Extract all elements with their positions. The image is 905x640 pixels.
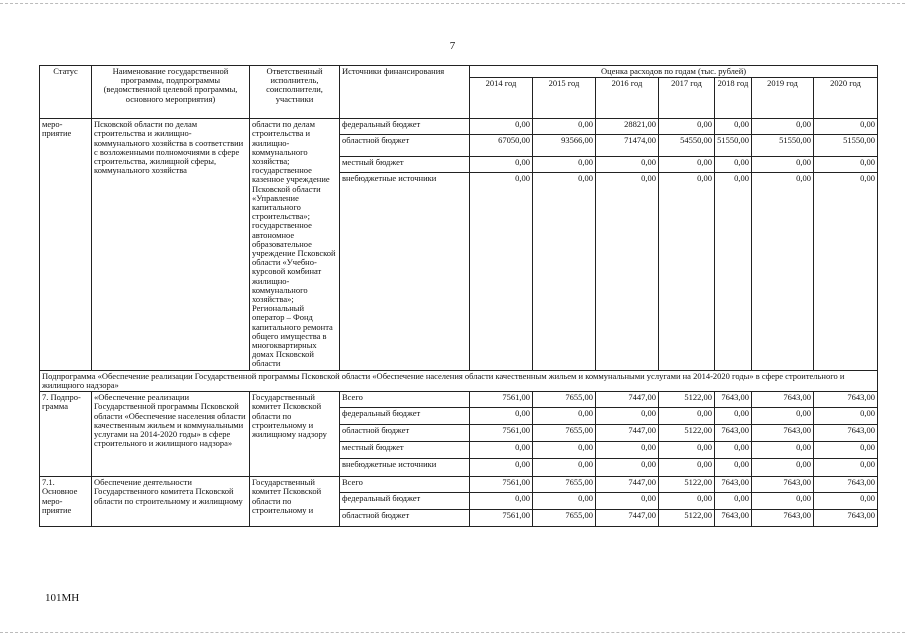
executor-cell: Государственный комитет Псковской области по строительному и [250, 477, 340, 527]
funding-source-cell: областной бюджет [340, 425, 470, 442]
funding-source-cell: Всего [340, 392, 470, 408]
value-cell: 51550,00 [814, 135, 878, 157]
header-year: 2015 год [533, 78, 596, 119]
value-cell: 0,00 [470, 442, 533, 459]
header-year: 2017 год [659, 78, 715, 119]
value-cell: 67050,00 [470, 135, 533, 157]
executor-cell: Государственный комитет Псковской области по строительному и жилищному надзору [250, 392, 340, 477]
value-cell: 0,00 [814, 442, 878, 459]
funding-source-cell: местный бюджет [340, 157, 470, 173]
value-cell: 0,00 [533, 157, 596, 173]
funding-source-cell: местный бюджет [340, 442, 470, 459]
value-cell: 71474,00 [596, 135, 659, 157]
value-cell: 7643,00 [752, 477, 814, 493]
value-cell: 0,00 [752, 119, 814, 135]
funding-source-cell: Всего [340, 477, 470, 493]
funding-source-cell: федеральный бюджет [340, 119, 470, 135]
value-cell: 0,00 [752, 493, 814, 510]
value-cell: 0,00 [715, 119, 752, 135]
header-year: 2018 год [715, 78, 752, 119]
value-cell: 0,00 [659, 157, 715, 173]
header-name: Наименование государственной программы, подпрограммы (ведомственной целевой программы, основного мероприятия) [92, 66, 250, 119]
value-cell: 0,00 [752, 442, 814, 459]
funding-source-cell: внебюджетные источники [340, 173, 470, 370]
value-cell: 7447,00 [596, 392, 659, 408]
value-cell: 0,00 [715, 173, 752, 370]
value-cell: 0,00 [470, 157, 533, 173]
value-cell: 7561,00 [470, 425, 533, 442]
value-cell: 7655,00 [533, 392, 596, 408]
value-cell: 0,00 [752, 459, 814, 477]
value-cell: 0,00 [659, 442, 715, 459]
value-cell: 93566,00 [533, 135, 596, 157]
subprogram-banner-row [40, 370, 878, 391]
value-cell: 0,00 [659, 459, 715, 477]
footer-code: 101МН [45, 592, 80, 604]
value-cell: 7447,00 [596, 510, 659, 527]
value-cell: 28821,00 [596, 119, 659, 135]
value-cell: 0,00 [596, 408, 659, 425]
value-cell: 7561,00 [470, 510, 533, 527]
budget-table [39, 65, 878, 527]
executor-cell: области по делам строительства и жилищно-коммунального хозяйства; государственное казенное учреждение Псковской области «Управление капитального строительства»; государственное автономное образовательное учреждение Псковской области «Учебно-курсовой комбинат жилищно-коммунального хозяйства»; Региональный оператор – Фонд капитального ремонта общего имущества в многоквартирных домах Псковской области [250, 119, 340, 370]
status-cell: 7. Подпро-грамма [40, 392, 92, 477]
value-cell: 0,00 [715, 408, 752, 425]
value-cell: 0,00 [814, 173, 878, 370]
header-year: 2016 год [596, 78, 659, 119]
value-cell: 0,00 [752, 408, 814, 425]
value-cell: 0,00 [814, 119, 878, 135]
table-row [40, 477, 878, 493]
value-cell: 7655,00 [533, 477, 596, 493]
funding-source-cell: областной бюджет [340, 135, 470, 157]
value-cell: 7643,00 [814, 425, 878, 442]
value-cell: 7561,00 [470, 477, 533, 493]
value-cell: 51550,00 [715, 135, 752, 157]
value-cell: 0,00 [533, 119, 596, 135]
value-cell: 7643,00 [752, 510, 814, 527]
value-cell: 0,00 [533, 459, 596, 477]
value-cell: 5122,00 [659, 425, 715, 442]
value-cell: 7643,00 [814, 392, 878, 408]
value-cell: 7643,00 [715, 425, 752, 442]
value-cell: 0,00 [752, 157, 814, 173]
status-cell: меро-приятие [40, 119, 92, 370]
funding-source-cell: областной бюджет [340, 510, 470, 527]
value-cell: 0,00 [470, 119, 533, 135]
funding-source-cell: внебюджетные источники [340, 459, 470, 477]
header-year: 2020 год [814, 78, 878, 119]
value-cell: 0,00 [814, 157, 878, 173]
value-cell: 7643,00 [715, 510, 752, 527]
table-row [40, 392, 878, 408]
header-row [40, 66, 878, 78]
value-cell: 0,00 [752, 173, 814, 370]
value-cell: 7643,00 [715, 477, 752, 493]
value-cell: 5122,00 [659, 477, 715, 493]
funding-source-cell: федеральный бюджет [340, 493, 470, 510]
value-cell: 7643,00 [752, 392, 814, 408]
value-cell: 7655,00 [533, 510, 596, 527]
value-cell: 0,00 [470, 408, 533, 425]
value-cell: 54550,00 [659, 135, 715, 157]
value-cell: 0,00 [659, 493, 715, 510]
value-cell: 0,00 [533, 442, 596, 459]
value-cell: 0,00 [470, 173, 533, 370]
value-cell: 0,00 [533, 493, 596, 510]
value-cell: 7447,00 [596, 477, 659, 493]
value-cell: 7447,00 [596, 425, 659, 442]
header-year: 2014 год [470, 78, 533, 119]
value-cell: 7643,00 [715, 392, 752, 408]
value-cell: 51550,00 [752, 135, 814, 157]
scan-edge-bottom [0, 632, 905, 633]
value-cell: 0,00 [596, 157, 659, 173]
status-cell: 7.1. Основное меро-приятие [40, 477, 92, 527]
value-cell: 0,00 [814, 459, 878, 477]
value-cell: 0,00 [596, 173, 659, 370]
header-executor: Ответственный исполнитель, соисполнители, участники [250, 66, 340, 119]
value-cell: 0,00 [596, 459, 659, 477]
value-cell: 7643,00 [814, 510, 878, 527]
value-cell: 5122,00 [659, 392, 715, 408]
scan-edge-top [0, 3, 905, 4]
header-sources: Источники финансирования [340, 66, 470, 119]
funding-source-cell: федеральный бюджет [340, 408, 470, 425]
name-cell: Псковской области по делам строительства и жилищно-коммунального хозяйства в соответствии с возложенными полномочиями в сфере строительства, жилищной сферы, коммунального хозяйства [92, 119, 250, 370]
value-cell: 0,00 [814, 493, 878, 510]
header-year: 2019 год [752, 78, 814, 119]
value-cell: 0,00 [715, 493, 752, 510]
header-estimate: Оценка расходов по годам (тыс. рублей) [470, 66, 878, 78]
value-cell: 7561,00 [470, 392, 533, 408]
header-status: Статус [40, 66, 92, 119]
value-cell: 0,00 [533, 408, 596, 425]
value-cell: 0,00 [659, 119, 715, 135]
page-number: 7 [449, 40, 456, 52]
value-cell: 7643,00 [752, 425, 814, 442]
value-cell: 0,00 [715, 442, 752, 459]
name-cell: «Обеспечение реализации Государственной программы Псковской области «Обеспечение населения области качественным жильем и коммунальными услугами на 2014-2020 годы» в сфере строительного и жилищного надзора» [92, 392, 250, 477]
value-cell: 7643,00 [814, 477, 878, 493]
value-cell: 0,00 [596, 442, 659, 459]
value-cell: 0,00 [715, 157, 752, 173]
value-cell: 0,00 [470, 459, 533, 477]
value-cell: 7655,00 [533, 425, 596, 442]
value-cell: 0,00 [596, 493, 659, 510]
value-cell: 0,00 [533, 173, 596, 370]
subprogram-banner: Подпрограмма «Обеспечение реализации Государственной программы Псковской области «Обеспечение населения области качественным жильем и коммунальными услугами на 2014-2020 годы» в сфере строительного и жилищного надзора» [40, 370, 878, 391]
value-cell: 0,00 [814, 408, 878, 425]
value-cell: 0,00 [715, 459, 752, 477]
table-row [40, 119, 878, 135]
value-cell: 0,00 [659, 408, 715, 425]
value-cell: 0,00 [659, 173, 715, 370]
name-cell: Обеспечение деятельности Государственного комитета Псковской области по строительному и жилищному [92, 477, 250, 527]
value-cell: 0,00 [470, 493, 533, 510]
value-cell: 5122,00 [659, 510, 715, 527]
